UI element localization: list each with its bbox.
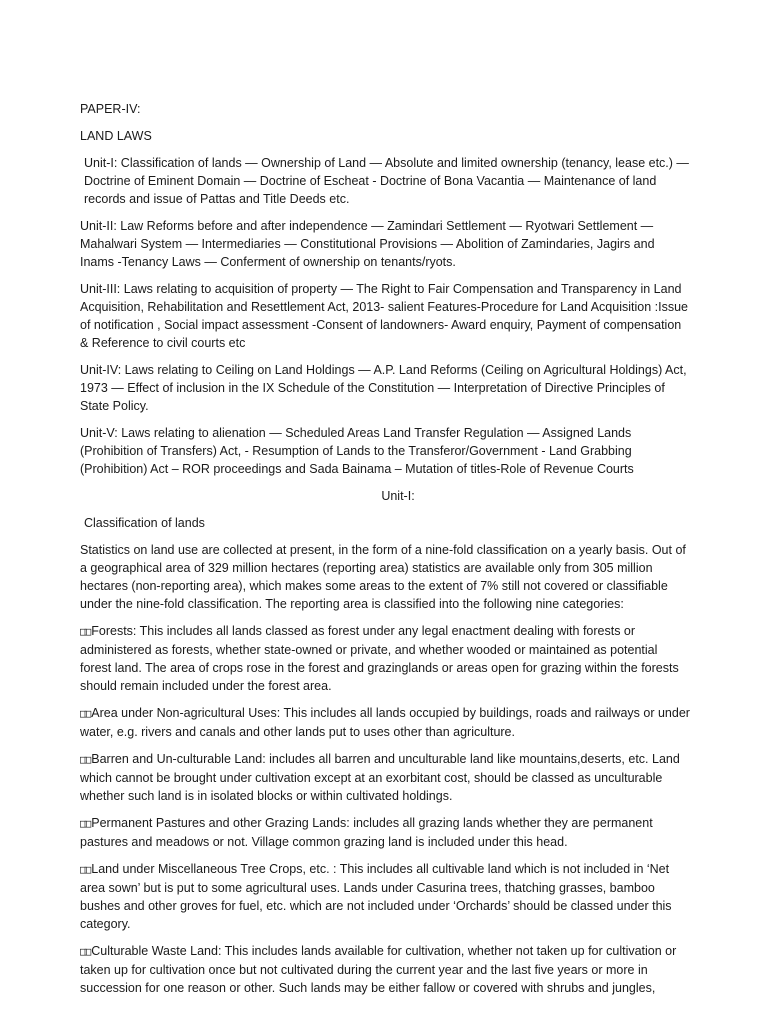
- unit-4-syllabus: Unit-IV: Laws relating to Ceiling on Land Holdings — A.P. Land Reforms (Ceiling on Agricultural Holdings) Act, 1973 — Effect of inclusion in the IX Schedule of the Constitution — Interpretation of Directive Principles of State Policy.: [80, 363, 687, 413]
- list-item-text: Land under Miscellaneous Tree Crops, etc. : This includes all cultivable land which is not included in ‘Net area sown’ but is put to some agricultural uses. Lands under Casurina trees, thatching grasses, bamboo bushes and other groves for fuel, etc. which are not included under ‘Orchards’ should be classed under this category.: [80, 862, 672, 931]
- list-item-text: Area under Non-agricultural Uses: This includes all lands occupied by buildings, roads and railways or under water, e.g. rivers and canals and other lands put to uses other than agriculture.: [80, 706, 690, 739]
- list-item: [80, 942, 692, 997]
- list-item: [80, 860, 692, 933]
- unit-1-syllabus: Unit-I: Classification of lands — Ownership of Land — Absolute and limited ownership (tenancy, lease etc.) — Doctrine of Eminent Domain — Doctrine of Escheat - Doctrine of Bona Vacantia — Maintenance of land records and issue of Pattas and Title Deeds etc.: [84, 156, 689, 206]
- unit-5-syllabus: Unit-V: Laws relating to alienation — Scheduled Areas Land Transfer Regulation — Assigned Lands (Prohibition of Transfers) Act, - Resumption of Lands to the Transferor/Government - Land Grabbing (Prohibition) Act – ROR proceedings and Sada Bainama – Mutation of titles-Role of Revenue Courts: [80, 426, 634, 476]
- unit-heading: Unit-I:: [381, 489, 415, 503]
- bullet-glyph: □□: [80, 753, 90, 766]
- document-body: [80, 100, 692, 1006]
- list-item: [80, 750, 692, 805]
- bullet-glyph: □□: [80, 817, 90, 830]
- bullet-glyph: □□: [80, 863, 90, 876]
- list-item: [80, 622, 692, 695]
- intro-paragraph: Statistics on land use are collected at present, in the form of a nine-fold classification on a yearly basis. Out of a geographical area of 329 million hectares (reporting area) statistics are available only from 305 million hectares (non-reporting area), which makes some areas to the extent of 7% still not covered or classifiable under the nine-fold classification. The reporting area is classified into the following nine categories:: [80, 543, 686, 611]
- bullet-glyph: □□: [80, 625, 90, 638]
- list-item-text: Forests: This includes all lands classed as forest under any legal enactment dealing with forests or administered as forests, whether state-owned or private, and whether wooded or maintained as potential forest land. The area of crops rose in the forest and grazinglands or areas open for grazing within the forests should remain included under the forest area.: [80, 624, 679, 693]
- list-item: [80, 814, 692, 851]
- bullet-glyph: □□: [80, 707, 90, 720]
- document-title: LAND LAWS: [80, 129, 152, 143]
- paper-label: PAPER-IV:: [80, 102, 141, 116]
- bullet-glyph: □□: [80, 945, 90, 958]
- list-item: [80, 704, 692, 741]
- unit-3-syllabus: Unit-III: Laws relating to acquisition of property — The Right to Fair Compensation and Transparency in Land Acquisition, Rehabilitation and Resettlement Act, 2013- salient Features-Procedure for Land Acquisition :Issue of notification , Social impact assessment -Consent of landowners- Award enquiry, Payment of compensation & Reference to civil courts etc: [80, 282, 688, 350]
- list-item-text: Barren and Un-culturable Land: includes all barren and unculturable land like mountains,deserts, etc. Land which cannot be brought under cultivation except at an exorbitant cost, should be classed as unculturable whether such land is in isolated blocks or within cultivated holdings.: [80, 752, 680, 803]
- unit-2-syllabus: Unit-II: Law Reforms before and after independence — Zamindari Settlement — Ryotwari Settlement — Mahalwari System — Intermediaries — Constitutional Provisions — Abolition of Zamindaries, Jagirs and Inams -Tenancy Laws — Conferment of ownership on tenants/ryots.: [80, 219, 655, 269]
- list-item-text: Permanent Pastures and other Grazing Lands: includes all grazing lands whether they are permanent pastures and meadows or not. Village common grazing land is included under this head.: [80, 816, 653, 849]
- section-heading: Classification of lands: [84, 516, 205, 530]
- list-item-text: Culturable Waste Land: This includes lands available for cultivation, whether not taken up for cultivation or taken up for cultivation once but not cultivated during the current year and the last five years or more in succession for one reason or other. Such lands may be either fallow or covered with shrubs and jungles,: [80, 944, 677, 995]
